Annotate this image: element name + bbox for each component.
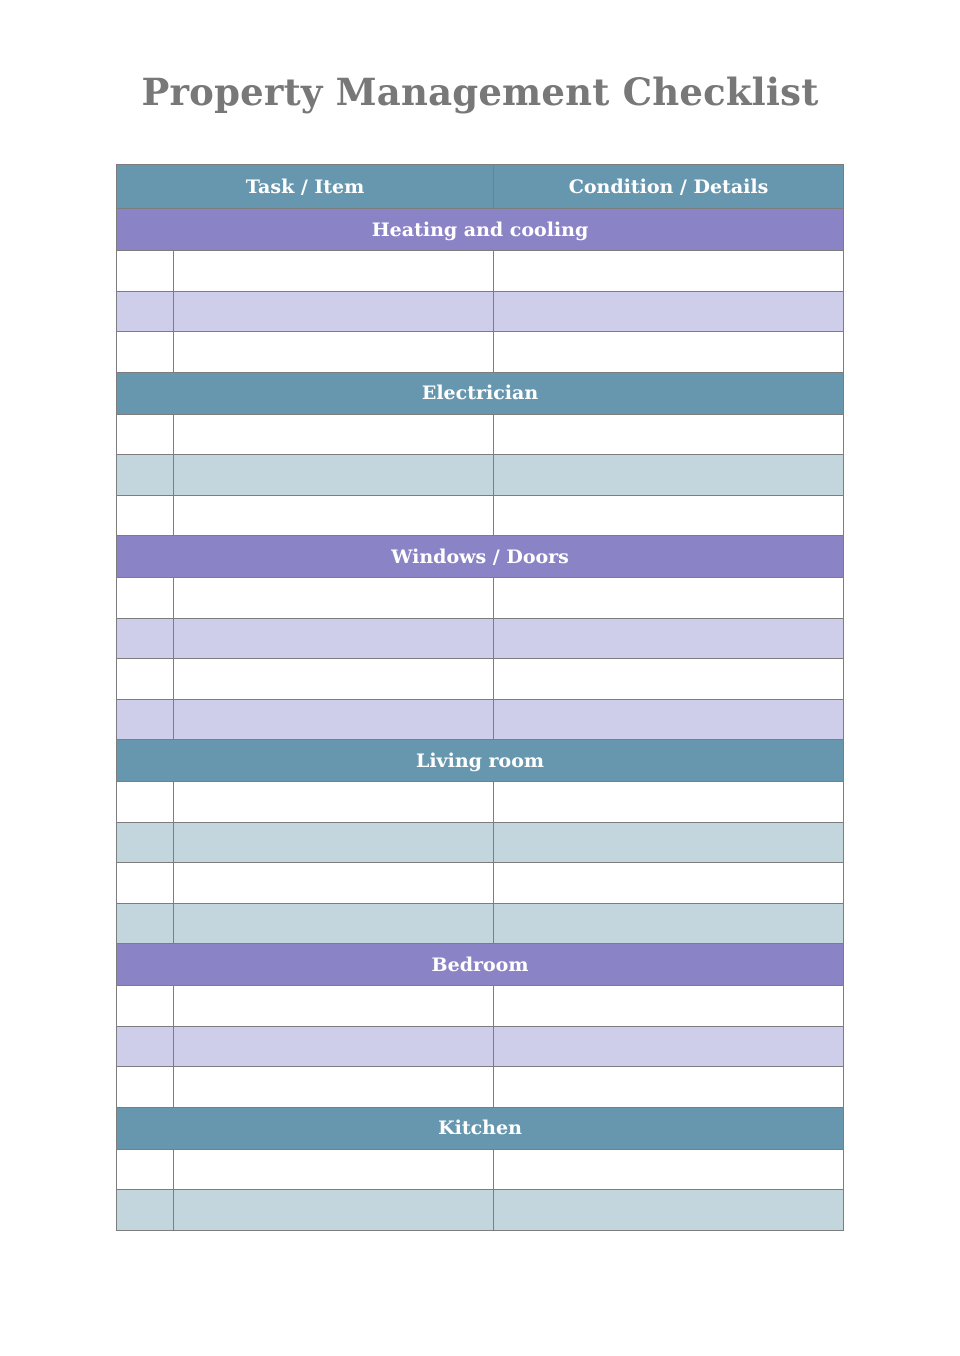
- section-title: Electrician: [117, 372, 844, 414]
- table-row: [117, 1067, 844, 1108]
- section-living-room: [117, 740, 844, 782]
- section-title: Heating and cooling: [117, 209, 844, 251]
- table-row: [117, 1026, 844, 1067]
- table-row: [117, 618, 844, 659]
- check-cell[interactable]: [117, 414, 174, 455]
- section-title: Kitchen: [117, 1107, 844, 1149]
- condition-cell[interactable]: [494, 1190, 844, 1231]
- task-cell[interactable]: [174, 251, 494, 292]
- check-cell[interactable]: [117, 1149, 174, 1190]
- condition-details-header: Condition / Details: [494, 165, 844, 209]
- section-title: Bedroom: [117, 944, 844, 986]
- condition-cell[interactable]: [494, 863, 844, 904]
- task-cell[interactable]: [174, 903, 494, 944]
- condition-cell[interactable]: [494, 578, 844, 619]
- table-row: [117, 863, 844, 904]
- condition-cell[interactable]: [494, 659, 844, 700]
- task-cell[interactable]: [174, 1026, 494, 1067]
- table-row: [117, 1149, 844, 1190]
- task-cell[interactable]: [174, 291, 494, 332]
- section-title: Windows / Doors: [117, 536, 844, 578]
- table-row: [117, 578, 844, 619]
- check-cell[interactable]: [117, 495, 174, 536]
- table-row: [117, 903, 844, 944]
- condition-cell[interactable]: [494, 618, 844, 659]
- condition-cell[interactable]: [494, 986, 844, 1027]
- task-cell[interactable]: [174, 414, 494, 455]
- table-row: [117, 1190, 844, 1231]
- task-cell[interactable]: [174, 618, 494, 659]
- task-cell[interactable]: [174, 1190, 494, 1231]
- table-row: [117, 495, 844, 536]
- table-row: [117, 822, 844, 863]
- task-cell[interactable]: [174, 863, 494, 904]
- section-bedroom: [117, 944, 844, 986]
- condition-cell[interactable]: [494, 1067, 844, 1108]
- check-cell[interactable]: [117, 699, 174, 740]
- section-kitchen: [117, 1107, 844, 1149]
- table-row: [117, 414, 844, 455]
- section-title: Living room: [117, 740, 844, 782]
- check-cell[interactable]: [117, 618, 174, 659]
- section-windows-doors: [117, 536, 844, 578]
- condition-cell[interactable]: [494, 699, 844, 740]
- task-cell[interactable]: [174, 455, 494, 496]
- table-row: [117, 291, 844, 332]
- condition-cell[interactable]: [494, 903, 844, 944]
- task-cell[interactable]: [174, 822, 494, 863]
- check-cell[interactable]: [117, 291, 174, 332]
- table-row: [117, 699, 844, 740]
- condition-cell[interactable]: [494, 1149, 844, 1190]
- check-cell[interactable]: [117, 863, 174, 904]
- condition-cell[interactable]: [494, 291, 844, 332]
- table-row: [117, 782, 844, 823]
- check-cell[interactable]: [117, 822, 174, 863]
- section-heating-and-cooling: [117, 209, 844, 251]
- condition-cell[interactable]: [494, 495, 844, 536]
- task-cell[interactable]: [174, 495, 494, 536]
- condition-cell[interactable]: [494, 782, 844, 823]
- check-cell[interactable]: [117, 782, 174, 823]
- table-row: [117, 332, 844, 373]
- condition-cell[interactable]: [494, 455, 844, 496]
- check-cell[interactable]: [117, 455, 174, 496]
- check-cell[interactable]: [117, 1026, 174, 1067]
- task-cell[interactable]: [174, 332, 494, 373]
- check-cell[interactable]: [117, 986, 174, 1027]
- table-row: [117, 659, 844, 700]
- check-cell[interactable]: [117, 332, 174, 373]
- check-cell[interactable]: [117, 578, 174, 619]
- condition-cell[interactable]: [494, 822, 844, 863]
- task-cell[interactable]: [174, 699, 494, 740]
- check-cell[interactable]: [117, 1190, 174, 1231]
- condition-cell[interactable]: [494, 251, 844, 292]
- condition-cell[interactable]: [494, 332, 844, 373]
- check-cell[interactable]: [117, 659, 174, 700]
- task-cell[interactable]: [174, 986, 494, 1027]
- checklist-table: [116, 164, 844, 1231]
- task-cell[interactable]: [174, 659, 494, 700]
- check-cell[interactable]: [117, 903, 174, 944]
- condition-cell[interactable]: [494, 1026, 844, 1067]
- table-header-row: [117, 165, 844, 209]
- table-row: [117, 986, 844, 1027]
- task-item-header: Task / Item: [117, 165, 494, 209]
- task-cell[interactable]: [174, 578, 494, 619]
- table-row: [117, 251, 844, 292]
- task-cell[interactable]: [174, 1149, 494, 1190]
- check-cell[interactable]: [117, 1067, 174, 1108]
- page-title: Property Management Checklist: [141, 70, 819, 114]
- task-cell[interactable]: [174, 782, 494, 823]
- check-cell[interactable]: [117, 251, 174, 292]
- section-electrician: [117, 372, 844, 414]
- table-row: [117, 455, 844, 496]
- condition-cell[interactable]: [494, 414, 844, 455]
- task-cell[interactable]: [174, 1067, 494, 1108]
